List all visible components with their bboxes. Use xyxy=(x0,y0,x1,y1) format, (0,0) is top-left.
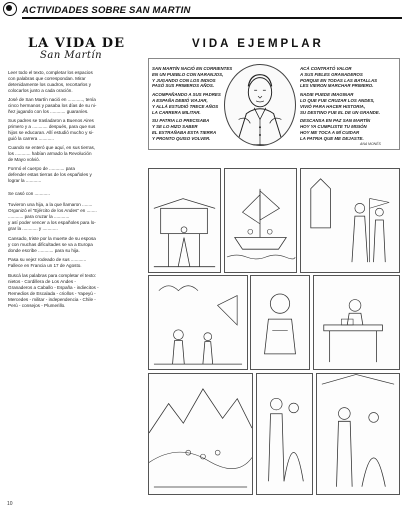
illustration-portrait-child xyxy=(250,275,310,370)
paragraph-3: Cuando se enteró que aquí, en sus tierras, los ............ habían armado la Revolución de Mayo volvió. xyxy=(8,145,96,163)
paragraph-4: Formó el cuerpo de ............ para defender estas tierras de los españoles y lograr la ............ xyxy=(8,166,92,184)
page-number: 10 xyxy=(7,501,13,507)
paragraph-8: Pasa su vejez rodeado de sus ............ Fallece en Francia un 17 de Agosto. xyxy=(8,257,87,269)
left-title xyxy=(28,36,146,66)
child-scene-drawing xyxy=(251,276,309,369)
header-title: ACTIVIDADES SOBRE SAN MARTIN xyxy=(22,5,191,16)
illustration-ship xyxy=(224,168,297,273)
couple-scene-drawing xyxy=(257,374,312,494)
childhood-scene-drawing xyxy=(149,169,220,272)
paragraph-5: Se casó con ............ xyxy=(8,191,50,196)
header-rule xyxy=(22,17,402,19)
illustration-childhood xyxy=(148,168,221,273)
intro-text: Leer todo el texto, completar los espacios con palabras que correspondan. Mirar detenidamente los cuadros, recortarlos y colocarlos junto a cada oración. xyxy=(8,70,93,94)
illustration-couple xyxy=(256,373,313,495)
left-title-main: LA VIDA DE xyxy=(28,36,125,51)
poem-left-column: SAN MARTÍN NACIÓ EN CORRIENTES EN UN PUEBLO CON NARANJOS, Y JUGANDO CON LOS INDIOS PASÓ SUS PRIMEROS AÑOS. ACOMPAÑANDO A SUS PADRES A ESPAÑA DEBIÓ VIAJAR, Y ALLÁ ESTUDIÓ TRECE AÑOS LA CARRERA MILITAR. SU PATRIA LO PRECISABA Y SE LO HIZO SABER EL EXTRAÑABA ESTA TIERRA Y PRONTO QUISO VOLVER. xyxy=(152,66,233,141)
writing-scene-drawing xyxy=(314,276,399,369)
andes-scene-drawing xyxy=(149,374,252,494)
illustration-writing xyxy=(313,275,400,370)
illustration-soldiers xyxy=(300,168,400,273)
page-header xyxy=(0,0,405,20)
poem-signature: ANA MONÉS xyxy=(360,142,381,146)
left-title-sub: San Martín xyxy=(40,50,103,61)
paragraph-7: Cansado, triste por la muerte de su esposa y con muchas dificultades se va a Europa donde escribe ............ para su hija. xyxy=(8,236,96,254)
logo-dot-icon xyxy=(6,5,12,11)
paragraph-1: José de San Martín nació en ............, tenía cinco hermanos y pasaba los días de su ni- ñez jugando con los ............ guaraníes. xyxy=(8,97,97,115)
poem-right-column: ACÁ CONTRATÓ VALOR A SUS FIELES GRANADEROS PORQUE EN TODAS LAS BATALLAS LES VIERON MARCHAR PRIMERO. NADIE PUEDE IMAGINAR LO QUE FUE CRUZAR LOS ANDES, VIVIÓ PARA HACER HISTORIA, SU DESTINO FUE EL DE UN GRANDE. DESCANSA EN PAZ SAN MARTÍN HOY YA CUMPLISTE TU MISIÓN HOY ME TOCA A MÍ CUIDAR LA PATRIA QUE ME DEJASTE. xyxy=(300,66,380,141)
ship-scene-drawing xyxy=(225,169,296,272)
paragraph-2: Sus padres se trasladaron a Buenos Aires primero y a ............ después, para que sus hijos se educaran. Allí estudió mucho y si- guió la carrera ............ xyxy=(8,118,96,142)
illustration-andes xyxy=(148,373,253,495)
illustration-garden xyxy=(148,275,248,370)
garden-scene-drawing xyxy=(149,276,247,369)
family-scene-drawing xyxy=(317,374,399,494)
san-martin-portrait xyxy=(224,64,296,146)
portrait-drawing xyxy=(225,65,295,145)
poem-title: VIDA EJEMPLAR xyxy=(192,38,324,50)
paragraph-6: Tuvieron una hija, a la que llamaron ........ Organizó el "Ejército de los Andes" en ........ ............ para cruzar la ............ y así poder vencer a los españoles para lo- grar la ............ y ............ xyxy=(8,202,97,232)
word-bank: Buscá las palabras para completar el texto: nietos - Cordillera de Los Andes - Granaderos a Caballo - España - indiecitos - Remedios de Escalada - criollos - Yapeyú - Mercedes - militar - independencia - Chile - Perú - consejos - Plumerillo. xyxy=(8,273,99,309)
illustration-family xyxy=(316,373,400,495)
soldiers-scene-drawing xyxy=(301,169,399,272)
